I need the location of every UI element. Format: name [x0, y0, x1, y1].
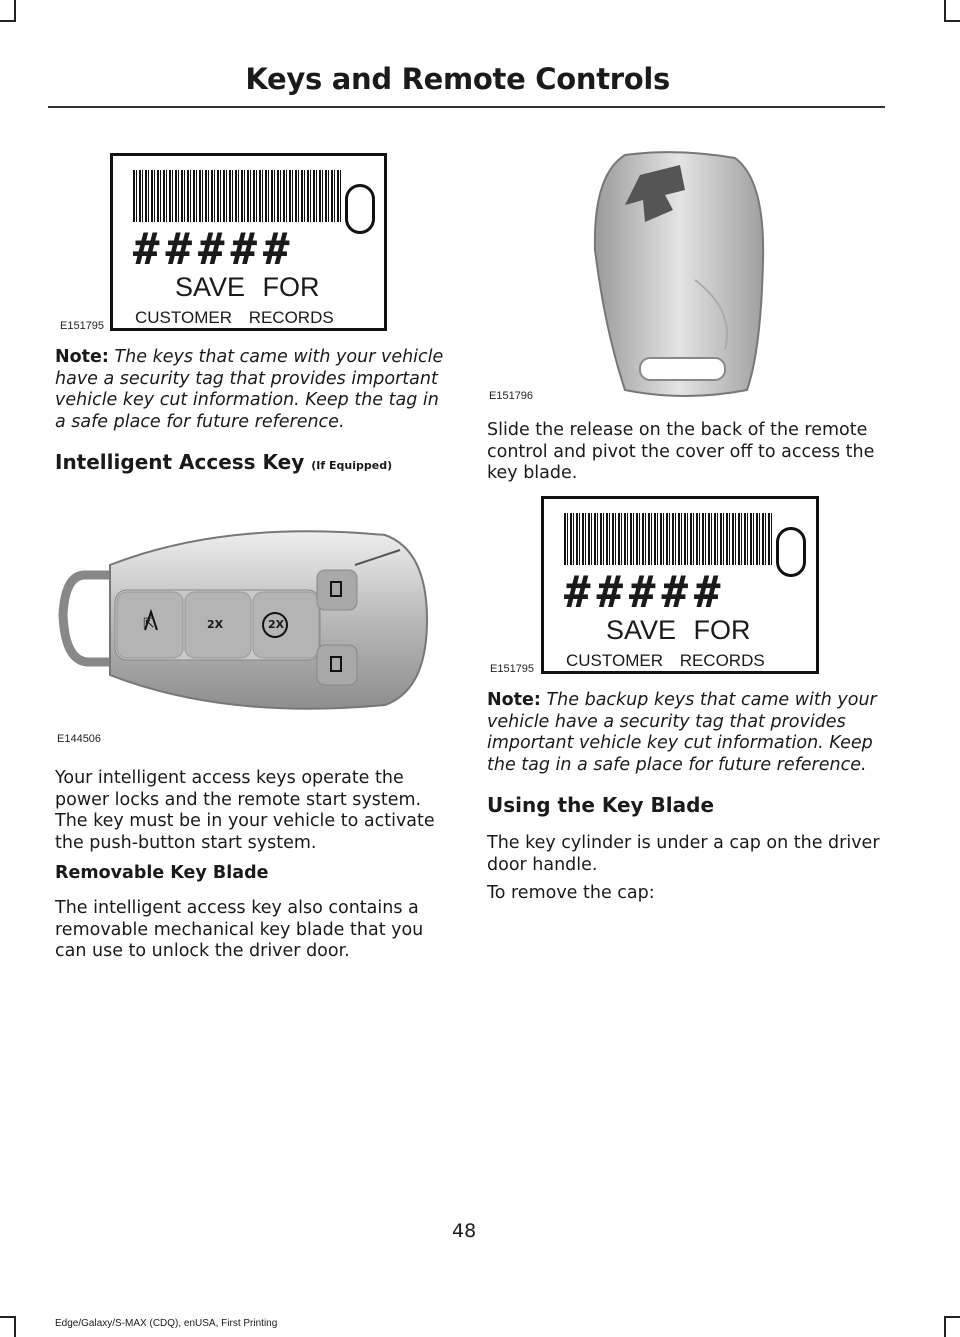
- crop-mark: [14, 1317, 16, 1337]
- crop-mark: [14, 0, 16, 20]
- barcode: [133, 170, 341, 222]
- key-fob-back-illustration: [585, 150, 770, 400]
- note-security-tag: [55, 347, 447, 433]
- page-title: Keys and Remote Controls: [245, 62, 670, 96]
- key-fob-illustration: [55, 520, 430, 720]
- tag-hashes: #####: [133, 224, 296, 275]
- crop-mark: [944, 0, 946, 20]
- figure-id: E144506: [57, 733, 102, 745]
- remote-start-2x-label: 2X: [268, 618, 285, 631]
- trunk-2x-label: 2X: [207, 618, 224, 631]
- key-fob-figure: [55, 520, 430, 720]
- figure-id: E151795: [60, 320, 105, 332]
- tag-customer-records: CUSTOMER RECORDS: [135, 308, 334, 327]
- key-slot-icon: [776, 527, 806, 577]
- crop-mark: [0, 20, 16, 22]
- crop-mark: [944, 1316, 960, 1318]
- tag-customer-records: CUSTOMER RECORDS: [566, 651, 765, 670]
- panic-icon: ⇱: [143, 616, 155, 632]
- paragraph-remove-cap: To remove the cap:: [487, 883, 655, 903]
- crop-mark: [944, 20, 960, 22]
- note-label: Note:: [55, 347, 109, 367]
- note-backup-keys: [487, 690, 882, 776]
- tag-hashes: #####: [564, 567, 727, 618]
- figure-id: E151796: [489, 390, 534, 402]
- paragraph-key-cylinder: The key cylinder is under a cap on the driver door handle.: [487, 833, 880, 875]
- if-equipped-label: (If Equipped): [311, 459, 393, 472]
- header-rule: [48, 106, 885, 108]
- paragraph-slide-release: Slide the release on the back of the remote control and pivot the cover off to access the key blade.: [487, 420, 875, 483]
- crop-mark: [0, 1316, 16, 1318]
- paragraph-key-blade: The intelligent access key also contains a removable mechanical key blade that you can use to unlock the driver door.: [55, 898, 424, 961]
- note-text: The keys that came with your vehicle have a security tag that provides important vehicle key cut information. Keep the tag in a safe place for future reference.: [55, 347, 444, 432]
- heading-using-key-blade: Using the Key Blade: [487, 793, 715, 817]
- barcode: [564, 513, 772, 565]
- security-tag-figure: [541, 496, 819, 674]
- figure-id: E151795: [490, 663, 535, 675]
- security-tag-figure: [110, 153, 387, 331]
- key-fob-back-figure: [585, 150, 770, 400]
- page-number: 48: [452, 1220, 477, 1242]
- key-slot-icon: [345, 184, 375, 234]
- heading-text: Intelligent Access Key: [55, 450, 305, 474]
- footer-edition: Edge/Galaxy/S-MAX (CDQ), enUSA, First Printing: [55, 1318, 278, 1329]
- tag-save-for: SAVE FOR: [175, 272, 320, 302]
- heading-intelligent-access-key: [55, 450, 392, 474]
- paragraph-access-keys: Your intelligent access keys operate the power locks and the remote start system. The key must be in your vehicle to activate the push-button start system.: [55, 768, 435, 853]
- crop-mark: [944, 1317, 946, 1337]
- tag-save-for: SAVE FOR: [606, 615, 751, 645]
- note-label: Note:: [487, 690, 541, 710]
- note-text: The backup keys that came with your vehicle have a security tag that provides important vehicle key cut information. Keep the tag in a safe place for future reference.: [487, 690, 877, 775]
- heading-removable-key-blade: Removable Key Blade: [55, 863, 269, 883]
